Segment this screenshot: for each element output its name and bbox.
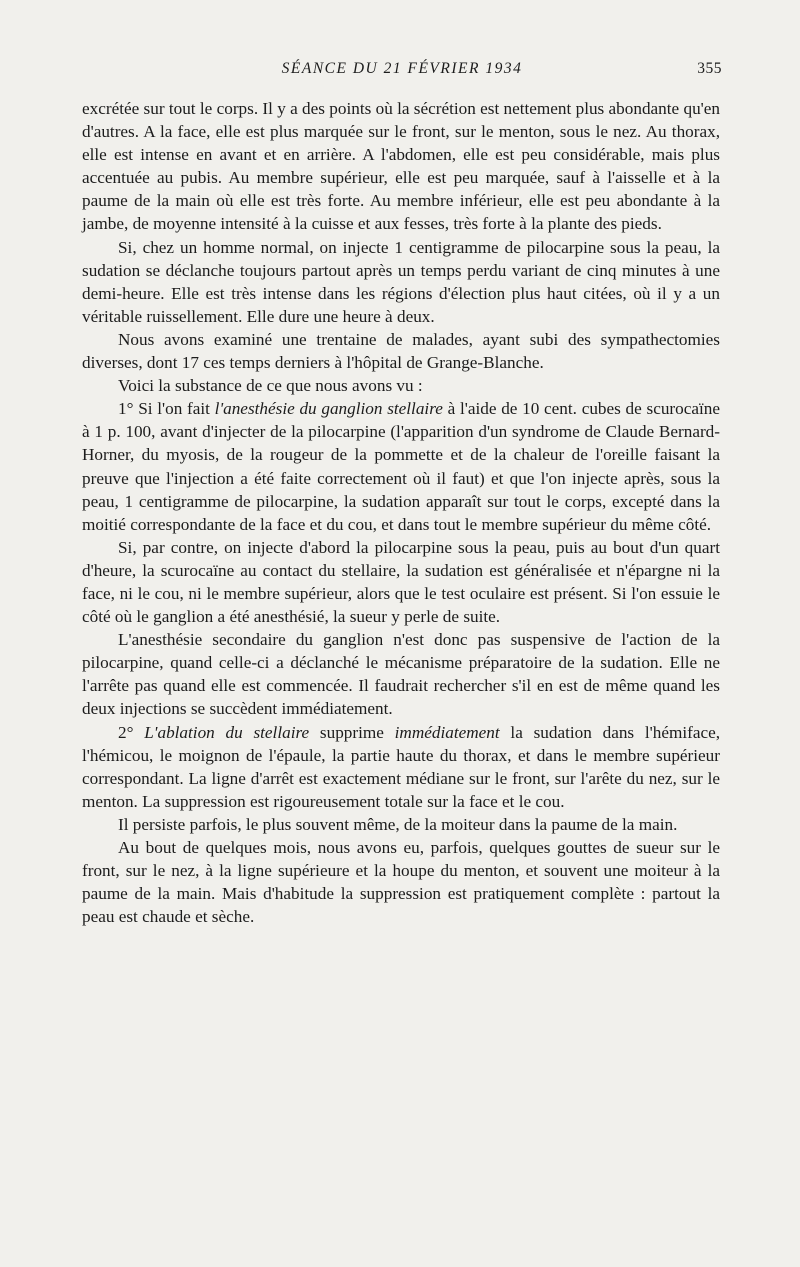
body-text [82,97,720,928]
paragraph-7: L'anesthésie secondaire du ganglion n'est donc pas suspensive de l'action de la pilocarpine, quand celle-ci a déclanché le mécanisme préparatoire de la sudation. Elle ne l'arrête pas quand elle est commencée. Il faudrait rechercher s'il en est de même quand les deux injections se succèdent immédiatement. [82,630,720,719]
paragraph-8-emphasis-2: immédiatement [394,722,500,742]
paragraph-5-text: à l'aide de 10 cent. cubes de scurocaïne à 1 p. 100, avant d'injecter de la pilocarpine (l'apparition d'un syndrome de Claude Bernard-Horner, du myosis, de la rougeur de la pommette et de la chaleur de l'oreille faisant la preuve que l'injection a été faite correctement où il faut) et que l'on injecte après, sous la peau, 1 centigramme de pilocarpine, la sudation apparaît sur tout le corps, excepté dans la moitié correspondante de la face et du cou, et dans tout le membre supérieur du même côté. [82,399,720,534]
paragraph-1: excrétée sur tout le corps. Il y a des points où la sécrétion est nettement plus abondante qu'en d'autres. A la face, elle est plus marquée sur le front, sur le menton, sous le nez. Au thorax, elle est intense en avant et en arrière. A l'abdomen, elle est peu considérable, mais plus accentuée au pubis. Au membre supérieur, elle est peu marquée, sauf à l'aisselle et à la paume de la main où elle est très forte. Au membre inférieur, elle est peu abondante à la jambe, de moyenne intensité à la cuisse et aux fesses, très forte à la plante des pieds. [82,99,720,234]
running-header [82,60,722,78]
paragraph-5-emphasis: l'anesthésie du ganglion stellaire [214,399,443,419]
paragraph-5 [82,397,720,536]
paragraph-10: Au bout de quelques mois, nous avons eu, parfois, quelques gouttes de sueur sur le front, sur le nez, à la ligne supérieure et la houpe du menton, et souvent une moiteur à la paume de la main. Mais d'habitude la suppression est pratiquement complète : partout la peau est chaude et sèche. [82,838,720,927]
paragraph-8-lead: 2° [118,722,145,742]
paragraph-8-mid: supprime [309,722,395,742]
paragraph-2: Si, chez un homme normal, on injecte 1 centigramme de pilocarpine sous la peau, la sudation se déclanche toujours partout après un temps perdu variant de cinq minutes à une demi-heure. Elle est très intense dans les régions d'élection plus haut citées, où il y a un véritable ruissellement. Elle dure une heure à deux. [82,237,720,326]
paragraph-8-text: la sudation dans l'hémiface, l'hémicou, le moignon de l'épaule, la partie haute du thorax, et dans le membre supérieur correspondant. La ligne d'arrêt est exactement médiane sur le front, sur l'arête du nez, sur le menton. La suppression est rigoureusement totale sur la face et le cou. [82,722,721,811]
paragraph-8 [82,721,720,813]
paragraph-3: Nous avons examiné une trentaine de malades, ayant subi des sympathectomies diverses, dont 17 ces temps derniers à l'hôpital de Grange-Blanche. [82,329,720,373]
paragraph-9: Il persiste parfois, le plus souvent même, de la moiteur dans la paume de la main. [118,814,678,834]
paragraph-6: Si, par contre, on injecte d'abord la pilocarpine sous la peau, puis au bout d'un quart d'heure, la scurocaïne au contact du stellaire, la sudation est généralisée et n'épargne ni la face, ni le cou, ni le membre supérieur, alors que le test oculaire est présent. Si l'on essuie le côté où le ganglion a été anesthésié, la sueur y perle de suite. [82,537,720,627]
paragraph-8-emphasis: L'ablation du stellaire [144,722,310,742]
page-number: 355 [697,60,722,77]
paragraph-5-lead: 1° Si l'on fait [118,399,215,419]
running-title: SÉANCE DU 21 FÉVRIER 1934 [281,60,523,77]
paragraph-4: Voici la substance de ce que nous avons vu : [118,376,423,396]
